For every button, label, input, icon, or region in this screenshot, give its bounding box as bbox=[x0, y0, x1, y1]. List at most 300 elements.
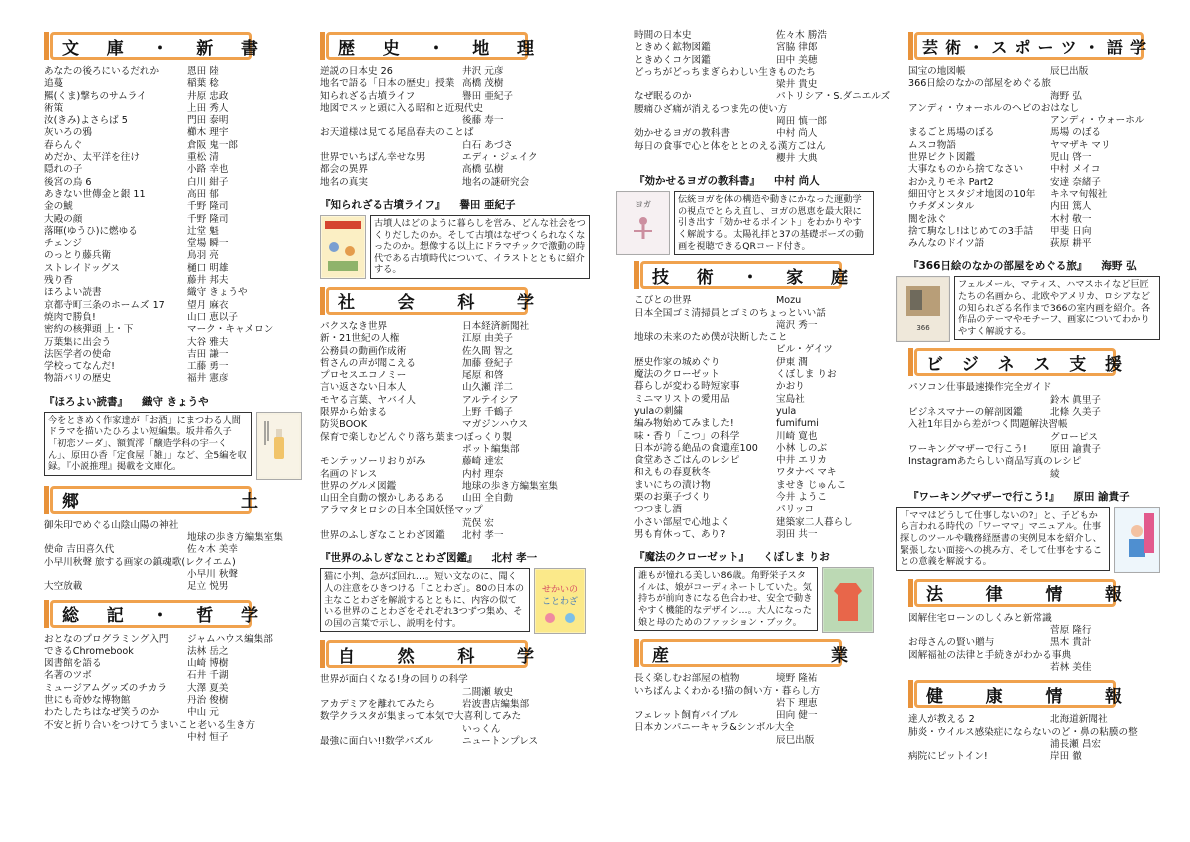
section-title-char: 土 bbox=[241, 492, 258, 513]
book-author: 辻堂 魁 bbox=[187, 225, 219, 237]
book-entry bbox=[634, 443, 874, 455]
book-author: 二間瀬 敏史 bbox=[462, 686, 514, 698]
section-title-char: 家 bbox=[786, 267, 804, 288]
book-entry bbox=[908, 189, 1160, 201]
book-author: 北村 孝一 bbox=[462, 530, 504, 542]
book-title: 世界のふしぎなことわざ図鑑 bbox=[320, 530, 445, 542]
section-title-char: ス bbox=[991, 37, 1008, 57]
book-entry bbox=[634, 153, 874, 165]
book-entry bbox=[908, 214, 1160, 226]
book-title: 言い返さない日本人 bbox=[320, 382, 407, 394]
bunko-list bbox=[44, 66, 302, 386]
section-title-char: 科 bbox=[457, 293, 475, 314]
section-title-char: 学 bbox=[516, 293, 534, 314]
book-title: 術策 bbox=[44, 102, 64, 114]
book-entry bbox=[634, 320, 874, 332]
book-author: 丹治 俊樹 bbox=[187, 694, 229, 706]
book-author: 田中 美穂 bbox=[776, 54, 818, 66]
book-author: ポット編集部 bbox=[462, 443, 520, 455]
book-entry bbox=[44, 658, 302, 670]
section-title-char: 学 bbox=[516, 646, 534, 667]
book-author: 荒俣 宏 bbox=[462, 517, 494, 529]
book-entry bbox=[908, 662, 1160, 674]
section-title-char: 書 bbox=[241, 38, 258, 59]
column-1 bbox=[44, 28, 302, 744]
book-entry bbox=[908, 382, 1160, 394]
book-title: 焼肉で勝負! bbox=[44, 311, 96, 323]
feature-author: 譽田 亜紀子 bbox=[459, 198, 516, 211]
book-entry bbox=[634, 344, 874, 356]
gijutsu-list bbox=[634, 295, 874, 541]
book-entry bbox=[44, 152, 302, 164]
book-author: 中村 恒子 bbox=[187, 731, 229, 743]
book-entry bbox=[908, 140, 1160, 152]
book-title: ときめく鉱物図鑑 bbox=[634, 42, 711, 54]
book-author: 羽田 共一 bbox=[776, 528, 818, 540]
book-entry bbox=[44, 115, 302, 127]
book-title: ときめくコケ図鑑 bbox=[634, 54, 711, 66]
feature-author: 織守 きょうや bbox=[142, 395, 209, 408]
book-title: 後宮の烏 6 bbox=[44, 176, 92, 188]
book-title: 食堂あさごはんのレシピ bbox=[634, 455, 740, 467]
book-title: 隠れの子 bbox=[44, 164, 83, 176]
book-author: 建築家二人暮らし bbox=[776, 516, 853, 528]
book-title: 落暉(ゆうひ)に燃ゆる bbox=[44, 225, 138, 237]
book-entry bbox=[908, 469, 1160, 481]
book-author: アルテイシア bbox=[462, 394, 519, 406]
book-author: 中山 元 bbox=[187, 707, 219, 719]
book-author: fumifumi bbox=[776, 418, 819, 430]
section-title-char: 社 bbox=[338, 293, 355, 314]
shizen-list bbox=[320, 674, 590, 748]
book-title: ミニマリストの愛用品 bbox=[634, 393, 730, 405]
book-entry bbox=[44, 78, 302, 90]
geijutsu-list bbox=[908, 66, 1160, 250]
book-title: 哲さんの声が聞こえる bbox=[320, 357, 416, 369]
book-author: 綾 bbox=[1050, 468, 1060, 480]
book-title: ムスコ物語 bbox=[908, 139, 956, 151]
horitsu-list bbox=[908, 613, 1160, 674]
book-author: 織守 きょうや bbox=[187, 287, 248, 299]
book-entry bbox=[634, 116, 874, 128]
shakai-list bbox=[320, 321, 590, 542]
book-author: 後藤 寿一 bbox=[462, 115, 504, 127]
book-author: 井原 忠政 bbox=[187, 90, 229, 102]
book-entry bbox=[908, 395, 1160, 407]
section-title-char: 術 bbox=[945, 37, 962, 57]
book-title: どっちがどっちまぎらわしい生きものたち bbox=[634, 66, 816, 78]
book-author: 倉阪 鬼一郎 bbox=[187, 139, 239, 151]
book-entry bbox=[634, 42, 874, 54]
book-entry bbox=[908, 201, 1160, 213]
book-author: 江原 由美子 bbox=[462, 333, 514, 345]
book-author: 小林 しのぶ bbox=[776, 442, 828, 454]
book-author: グローピス bbox=[1050, 431, 1098, 443]
book-title: 不安と折り合いをつけてうまいこと老いる生き方 bbox=[44, 719, 256, 731]
book-entry bbox=[634, 517, 874, 529]
section-title-char: 業 bbox=[831, 645, 848, 666]
book-entry bbox=[634, 357, 874, 369]
book-title: 金の鯱 bbox=[44, 201, 73, 213]
book-author: 山久瀬 洋二 bbox=[462, 382, 514, 394]
book-title: 病院にピットイン! bbox=[908, 751, 988, 763]
section-header-horitsu bbox=[908, 579, 1160, 607]
book-title: 公務員の動画作成術 bbox=[320, 345, 407, 357]
book-entry bbox=[320, 711, 590, 723]
book-title: 編み物始めてみました! bbox=[634, 418, 734, 430]
section-title-char: 援 bbox=[1104, 354, 1122, 375]
section-title-char: 情 bbox=[1045, 686, 1063, 707]
book-author: 中村 尚人 bbox=[776, 128, 818, 140]
book-title: 図解福祉の法律と手続きがわかる事典 bbox=[908, 649, 1072, 661]
book-entry bbox=[634, 394, 874, 406]
book-entry bbox=[320, 699, 590, 711]
book-entry bbox=[44, 103, 302, 115]
book-title: 入社1年目から差がつく問題解決習帳 bbox=[908, 419, 1068, 431]
book-author: 足立 悦男 bbox=[187, 581, 229, 593]
section-title-char: 哲 bbox=[196, 606, 214, 626]
section-title-char: 理 bbox=[517, 38, 534, 59]
book-author: 白石 あづさ bbox=[462, 139, 514, 151]
book-title: 知られざる古墳ライフ bbox=[320, 90, 416, 102]
book-entry bbox=[44, 127, 302, 139]
feature-title: 『ほろよい読書』 bbox=[44, 395, 128, 408]
book-author: 木村 敬一 bbox=[1050, 213, 1092, 225]
book-title: 汝(きみ)よさらば 5 bbox=[44, 115, 128, 127]
book-author: 恩田 陸 bbox=[187, 66, 219, 77]
book-title: おかえりモネ Part2 bbox=[908, 176, 994, 188]
book-title: 日本全国ゴミ清掃員とゴミのちょっといい話 bbox=[634, 307, 826, 319]
book-title: ビジネスマナーの解剖図鑑 bbox=[908, 407, 1023, 419]
book-author: yula bbox=[776, 405, 797, 417]
book-entry bbox=[320, 505, 590, 517]
feature-description: 誰もが憧れる美しい86歳。角野栄子スタイルは、娘がコーディネートしていた。気持ちが前向きになる色合わせ、安全で動きやすく機能的なデザイン…。大人になった娘と母のためのファッション・ブック。 bbox=[634, 567, 818, 631]
section-title-char: 産 bbox=[652, 645, 669, 666]
column-3 bbox=[634, 30, 891, 747]
book-title: 物語パリの歴史 bbox=[44, 373, 112, 385]
book-entry bbox=[44, 337, 302, 349]
book-title: 防災BOOK bbox=[320, 419, 367, 431]
book-title: 法医学者の使命 bbox=[44, 348, 112, 360]
book-title: 小さい部屋で心地よく bbox=[634, 516, 730, 528]
shizen-cont-list bbox=[634, 30, 891, 165]
featured-horoyoi bbox=[44, 394, 302, 480]
section-title-char: 文 bbox=[62, 38, 79, 59]
book-author: 尾原 和啓 bbox=[462, 370, 504, 382]
book-entry bbox=[634, 418, 874, 430]
book-entry bbox=[908, 91, 1160, 103]
feature-title: 『魔法のクローゼット』 bbox=[634, 551, 750, 564]
book-author: 加藤 登紀子 bbox=[462, 357, 514, 369]
section-header-shakai bbox=[320, 287, 590, 315]
section-header-geijutsu bbox=[908, 32, 1160, 60]
book-author: 地球の歩き方編集室集 bbox=[462, 480, 558, 492]
book-author: 荻原 耕平 bbox=[1050, 238, 1092, 250]
book-entry bbox=[320, 152, 590, 164]
section-title-char: 自 bbox=[338, 646, 355, 667]
book-entry bbox=[44, 287, 302, 299]
book-title: 地名の真実 bbox=[320, 176, 368, 188]
book-title: 闇を泳ぐ bbox=[908, 213, 947, 225]
section-header-kyodo bbox=[44, 486, 302, 514]
book-title: アカデミアを離れてみたら bbox=[320, 698, 436, 710]
book-title: 世界のグルメ図鑑 bbox=[320, 480, 397, 492]
section-header-soki bbox=[44, 600, 302, 628]
book-author: 岩下 理恵 bbox=[776, 697, 818, 709]
book-author: 辰巳出版 bbox=[1050, 66, 1089, 77]
book-entry bbox=[320, 370, 590, 382]
book-author: 今井 ようこ bbox=[776, 492, 828, 504]
book-title: 保育で楽しむどんぐり落ち葉まつぼっくり製 bbox=[320, 431, 512, 443]
business-list bbox=[908, 382, 1160, 480]
book-title: 栗のお菓子づくり bbox=[634, 492, 711, 504]
book-entry bbox=[44, 520, 302, 532]
book-entry bbox=[320, 724, 590, 736]
book-entry bbox=[634, 332, 874, 344]
book-title: ウチダメンタル bbox=[908, 201, 975, 213]
book-entry bbox=[44, 557, 302, 569]
book-author: 山口 恵以子 bbox=[187, 311, 239, 323]
book-entry bbox=[634, 735, 874, 747]
section-title-char: 史 bbox=[382, 38, 400, 59]
book-author: 北海道新聞社 bbox=[1050, 714, 1108, 726]
book-title: 366日絵のなかの部屋をめぐる旅 bbox=[908, 78, 1052, 90]
book-entry bbox=[634, 67, 874, 79]
book-title: 和えもの春夏秋冬 bbox=[634, 467, 711, 479]
book-entry bbox=[908, 78, 1160, 90]
book-entry bbox=[908, 456, 1160, 468]
book-entry bbox=[634, 467, 874, 479]
book-author: 上田 秀人 bbox=[187, 102, 229, 114]
book-entry bbox=[908, 613, 1160, 625]
feature-description: 伝統ヨガを体の構造や動きにかなった運動学の視点でとらえ直し、ヨガの恩恵を最大限に引き出す「効かせるポイント」をわかりやすく解説する。太陽礼拝と37の基礎ポーズの動画を視聴できるQRコード付き。 bbox=[674, 191, 874, 255]
section-title-char: ビ bbox=[926, 354, 943, 375]
book-title: Instagramあたらしい商品写真のレシピ bbox=[908, 456, 1082, 468]
section-title-char: 庫 bbox=[106, 38, 124, 59]
book-author: 中村 メイコ bbox=[1050, 164, 1101, 176]
book-entry bbox=[44, 646, 302, 658]
book-entry bbox=[908, 625, 1160, 637]
book-author: 岸田 徹 bbox=[1050, 751, 1082, 763]
section-title-char: 新 bbox=[196, 38, 214, 59]
book-title: 大事なものから捨てなさい bbox=[908, 164, 1024, 176]
book-entry bbox=[320, 530, 590, 542]
book-title: 日本が誇る絶品の食遺産100 bbox=[634, 442, 758, 454]
book-title: できるChromebook bbox=[44, 645, 134, 657]
book-title: 新・21世紀の人権 bbox=[320, 333, 400, 345]
book-entry bbox=[44, 238, 302, 250]
book-title: 達人が教える 2 bbox=[908, 714, 975, 726]
book-author: 岩波書店編集部 bbox=[462, 698, 530, 710]
book-title: ミュージアムグッズのチカラ bbox=[44, 682, 167, 694]
section-title-char: ・ bbox=[427, 38, 445, 59]
book-entry bbox=[44, 263, 302, 275]
svg-text:366: 366 bbox=[916, 324, 930, 333]
book-author: 辰巳出版 bbox=[776, 734, 815, 746]
feature-title: 『世界のふしぎなことわざ図鑑』 bbox=[320, 552, 478, 565]
feature-description: 今をときめく作家達が「お酒」にまつわる人間ドラマを描いたひろよい短編集。坂井希久子「初恋ソーダ」、額賀澪「醸造学科の宇一くん」、原田ひ香「定食屋「雑」」など、全5編を収録。『小説推理』掲載を文庫化。 bbox=[44, 412, 252, 476]
book-title: 山田全自動の懐かしあるある bbox=[320, 493, 445, 505]
book-title: 日本カンパニーキャラ&シンボル大全 bbox=[634, 722, 795, 734]
section-title-char: ス bbox=[1033, 354, 1051, 375]
section-title-char: 語 bbox=[1106, 37, 1123, 57]
book-entry bbox=[320, 358, 590, 370]
book-entry bbox=[320, 346, 590, 358]
book-author: 小路 幸也 bbox=[187, 164, 229, 176]
book-entry bbox=[634, 369, 874, 381]
book-entry bbox=[634, 104, 874, 116]
svg-text:ヨガ: ヨガ bbox=[635, 200, 651, 210]
section-title-char: 歴 bbox=[338, 38, 355, 59]
book-author: 田向 健一 bbox=[776, 710, 818, 722]
book-title: 歴史作家の城めぐり bbox=[634, 356, 721, 368]
book-entry bbox=[908, 115, 1160, 127]
book-author: アンディ・ウォーホル bbox=[1050, 115, 1145, 127]
book-entry bbox=[634, 295, 874, 307]
book-title: 長く楽しむお部屋の植物 bbox=[634, 673, 740, 685]
book-author: 高橋 茂樹 bbox=[462, 78, 504, 90]
book-author: ワタナベ マキ bbox=[776, 467, 837, 479]
book-title: 男も育休って、あり? bbox=[634, 528, 726, 540]
book-entry bbox=[320, 407, 590, 419]
section-title-char: ジ bbox=[961, 354, 979, 375]
column-2 bbox=[320, 28, 590, 748]
book-author: ニュートンプレス bbox=[462, 735, 539, 747]
book-title: 大殿の顔 bbox=[44, 213, 83, 225]
book-author: 望月 麻衣 bbox=[187, 299, 229, 311]
book-author: かおり bbox=[776, 381, 805, 393]
section-title-char: 学 bbox=[241, 606, 258, 626]
book-author: 大谷 雅夫 bbox=[187, 336, 229, 348]
book-entry bbox=[908, 226, 1160, 238]
book-title: 世界ピクト図鑑 bbox=[908, 152, 976, 164]
book-title: 味・香り「こつ」の科学 bbox=[634, 430, 740, 442]
book-title: 地球の未来のため僕が決断したこと bbox=[634, 332, 788, 344]
section-title-char: 法 bbox=[926, 585, 943, 606]
book-title: 都会の異界 bbox=[320, 164, 368, 176]
book-title: お天道様は見てる尾畠春夫のことば bbox=[320, 127, 474, 139]
book-cover-kofun bbox=[320, 215, 366, 279]
book-author: 吉田 謙一 bbox=[187, 348, 229, 360]
book-entry bbox=[44, 581, 302, 593]
book-entry bbox=[44, 324, 302, 336]
book-author: 井沢 元彦 bbox=[462, 66, 504, 77]
book-title: 学校ってなんだ! bbox=[44, 361, 116, 373]
book-author: 梁井 貴史 bbox=[776, 79, 818, 91]
book-author: いっくん bbox=[462, 723, 501, 735]
book-author: ジャムハウス編集部 bbox=[187, 633, 273, 645]
section-header-gijutsu bbox=[634, 261, 874, 289]
book-author: 藤崎 達宏 bbox=[462, 456, 504, 468]
book-entry bbox=[634, 91, 891, 103]
book-cover-room bbox=[896, 276, 950, 342]
section-title-char: 記 bbox=[106, 606, 124, 626]
feature-author: くぼしま りお bbox=[763, 551, 830, 564]
book-entry bbox=[320, 395, 590, 407]
book-entry bbox=[44, 732, 302, 744]
book-entry bbox=[634, 698, 874, 710]
book-title: 地名で語る「日本の歴史」授業 bbox=[320, 78, 455, 90]
book-entry bbox=[320, 432, 590, 444]
book-author: 重松 清 bbox=[187, 152, 219, 164]
book-title: 肺炎・ウイルス感染症にならないのど・鼻の粘膜の整 bbox=[908, 726, 1138, 738]
book-entry bbox=[44, 164, 302, 176]
book-title: めだか、太平洋を往け bbox=[44, 152, 140, 164]
book-title: のっとり藤兵衛 bbox=[44, 250, 112, 262]
book-author: 櫻井 大典 bbox=[776, 152, 818, 164]
section-header-rekishi bbox=[320, 32, 590, 60]
book-entry bbox=[44, 91, 302, 103]
book-author: 宝島社 bbox=[776, 393, 805, 405]
section-title-char: 庭 bbox=[831, 267, 848, 288]
section-title-char: 学 bbox=[1129, 37, 1146, 57]
book-entry bbox=[634, 722, 874, 734]
book-entry bbox=[320, 78, 590, 90]
book-entry bbox=[634, 431, 874, 443]
book-title: 密約の核弾頭 上・下 bbox=[44, 324, 134, 336]
book-title: 残り香 bbox=[44, 275, 73, 287]
book-author: 法林 岳之 bbox=[187, 645, 229, 657]
book-author: 浦長瀬 昌宏 bbox=[1050, 738, 1102, 750]
book-author: エディ・ジェイク bbox=[462, 152, 538, 164]
book-title: モンテッソーリおりがみ bbox=[320, 456, 426, 468]
book-author: 日本経済新聞社 bbox=[462, 320, 530, 332]
book-entry bbox=[908, 739, 1160, 751]
book-entry bbox=[44, 250, 302, 262]
book-title: 大空放載 bbox=[44, 581, 83, 593]
svg-text:ことわざ: ことわざ bbox=[541, 597, 579, 608]
book-title: 世界でいちばん幸せな男 bbox=[320, 152, 426, 164]
book-author: 児山 啓一 bbox=[1050, 152, 1092, 164]
book-entry bbox=[44, 275, 302, 287]
book-entry bbox=[908, 432, 1160, 444]
book-cover-kotowaza bbox=[534, 568, 586, 634]
section-title-char: 芸 bbox=[922, 37, 939, 57]
book-author: 川崎 寛也 bbox=[776, 430, 818, 442]
book-author: 地球の歩き方編集室集 bbox=[187, 532, 283, 544]
book-author: 櫛木 理宇 bbox=[187, 127, 229, 139]
book-title: 数学クラスタが集まって本気で大喜利してみた bbox=[320, 711, 522, 723]
book-entry bbox=[320, 103, 590, 115]
soki-list bbox=[44, 634, 302, 745]
book-entry bbox=[44, 312, 302, 324]
book-entry bbox=[44, 532, 302, 544]
book-entry bbox=[44, 720, 302, 732]
section-title-char: 科 bbox=[457, 646, 475, 667]
book-entry bbox=[320, 66, 590, 78]
book-author: 伊東 潤 bbox=[776, 356, 808, 368]
book-author: 北條 久美子 bbox=[1050, 407, 1102, 419]
book-title: 魔法のクローゼット bbox=[634, 369, 720, 381]
book-entry bbox=[44, 544, 302, 556]
book-title: こびとの世界 bbox=[634, 295, 692, 307]
book-entry bbox=[44, 189, 302, 201]
book-cover-yoga bbox=[616, 191, 670, 255]
book-entry bbox=[908, 177, 1160, 189]
book-title: いちばんよくわかる!猫の飼い方・暮らし方 bbox=[634, 685, 821, 697]
book-author: 譽田 亜紀子 bbox=[462, 90, 514, 102]
book-author: 藤井 邦夫 bbox=[187, 275, 229, 287]
book-author: 滝沢 秀一 bbox=[776, 319, 818, 331]
book-author: 樋口 明雄 bbox=[187, 262, 229, 274]
featured-working bbox=[900, 489, 1160, 573]
book-title: 細田守とスタジオ地図の10年 bbox=[908, 188, 1036, 200]
book-author: 菅原 隆行 bbox=[1050, 625, 1092, 637]
book-title: ワーキングマザーで行こう! bbox=[908, 443, 1027, 455]
book-author: 鈴木 眞里子 bbox=[1050, 394, 1102, 406]
book-author: 堂場 瞬一 bbox=[187, 238, 229, 250]
book-title: 捨て駒なし!はじめての3手詰 bbox=[908, 225, 1034, 237]
